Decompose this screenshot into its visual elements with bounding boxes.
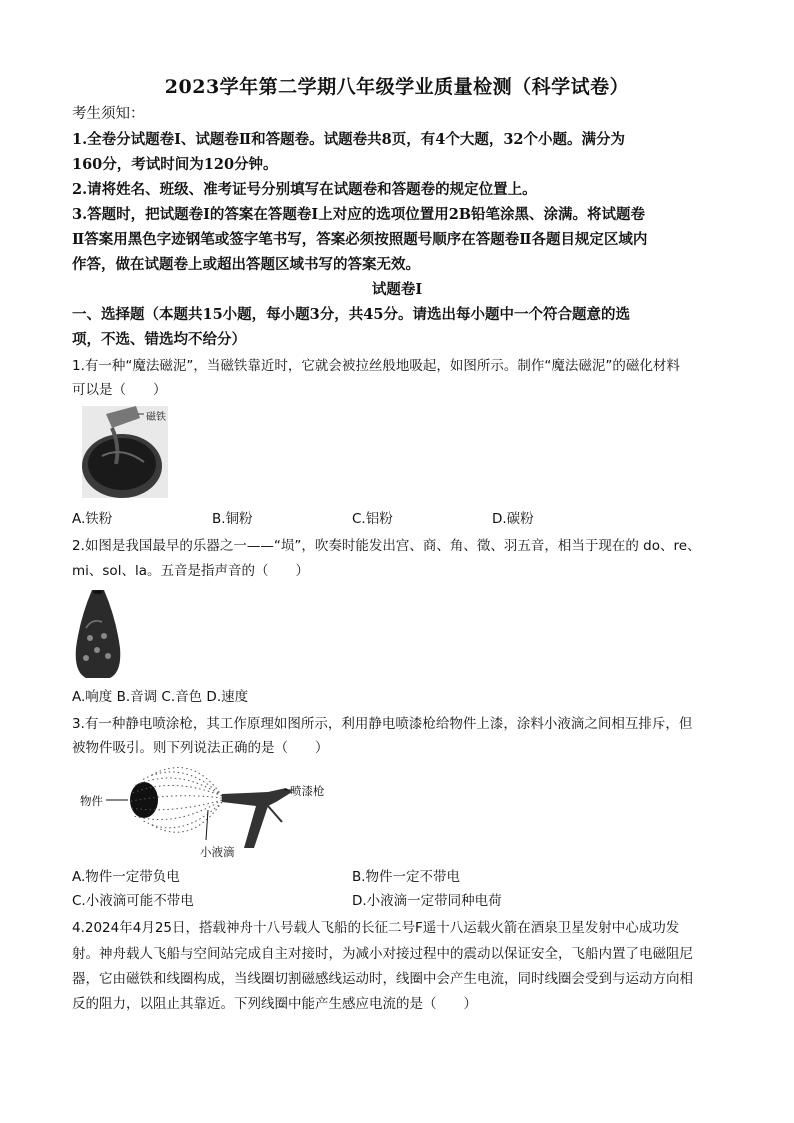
section-title: 试题卷Ⅰ xyxy=(371,281,423,298)
q1-stem-line-2: 可以是（ ） xyxy=(72,382,167,398)
q2-stem-line-1: 2.如图是我国最早的乐器之一——“埙”，吹奏时能发出宫、商、角、徵、羽五音，相当于现在的 do、re、 xyxy=(72,538,701,554)
q1-option-c: C.铝粉 xyxy=(352,511,393,527)
q4-stem-line-2: 射。神舟载人飞船与空间站完成自主对接时，为减小对接过程中的震动以保证安全，飞船内置了电磁阻尼 xyxy=(72,946,693,962)
part1-heading-line-2: 项，不选、错选均不给分） xyxy=(72,331,246,348)
notice-line-2: 160分，考试时间为120分钟。 xyxy=(72,156,278,173)
q3-option-d: D.小液滴一定带同种电荷 xyxy=(352,893,502,909)
q1-option-b: B.铜粉 xyxy=(212,511,253,527)
object-label: 物件 xyxy=(80,794,103,808)
q1-stem-line-1: 1.有一种“魔法磁泥”，当磁铁靠近时，它就会被拉丝般地吸起，如图所示。制作“魔法磁泥”的磁化材料 xyxy=(72,358,680,374)
q1-option-d: D.碳粉 xyxy=(492,511,534,527)
notice-line-3: 2.请将姓名、班级、准考证号分别填写在试题卷和答题卷的规定位置上。 xyxy=(72,181,537,198)
q3-option-a: A.物件一定带负电 xyxy=(72,869,180,885)
notice-line-4: 3.答题时，把试题卷Ⅰ的答案在答题卷Ⅰ上对应的选项位置用2B铅笔涂黑、涂满。将试题卷 xyxy=(72,206,646,223)
notice-line-5: Ⅱ答案用黑色字迹钢笔或签字笔书写，答案必须按照题号顺序在答题卷Ⅱ各题目规定区域内 xyxy=(72,231,648,248)
magnet-label: 磁铁 xyxy=(146,412,166,423)
q2-stem-line-2: mi、sol、la。五音是指声音的（ ） xyxy=(72,563,309,579)
q4-stem-line-3: 器，它由磁铁和线圈构成，当线圈切割磁感线运动时，线圈中会产生电流，同时线圈会受到与运动方向相 xyxy=(72,971,693,987)
xun-instrument-figure xyxy=(72,588,124,680)
page-title: 2023学年第二学期八年级学业质量检测（科学试卷） xyxy=(164,76,630,98)
q4-stem-line-4: 反的阻力，以阻止其靠近。下列线圈中能产生感应电流的是（ ） xyxy=(72,996,477,1012)
part1-heading-line-1: 一、选择题（本题共15小题，每小题3分，共45分。请选出每小题中一个符合题意的选 xyxy=(72,306,630,323)
q3-option-c: C.小液滴可能不带电 xyxy=(72,893,194,909)
q4-stem-line-1: 4.2024年4月25日，搭载神舟十八号载人飞船的长征二号F遥十八运载火箭在酒泉卫星发射中心成功发 xyxy=(72,920,680,936)
q1-option-a: A.铁粉 xyxy=(72,511,113,527)
droplet-label: 小液滴 xyxy=(200,845,235,859)
q3-option-b: B.物件一定不带电 xyxy=(352,869,461,885)
q3-stem-line-1: 3.有一种静电喷涂枪，其工作原理如图所示，利用静电喷漆枪给物件上漆，涂料小液滴之间相互排斥，但 xyxy=(72,716,693,732)
notice-line-1: 1.全卷分试题卷Ⅰ、试题卷Ⅱ和答题卷。试题卷共8页，有4个大题，32个小题。满分为 xyxy=(72,131,625,148)
spray-gun-label: 喷漆枪 xyxy=(290,784,325,798)
notice-heading: 考生须知： xyxy=(72,106,145,122)
q2-options: A.响度 B.音调 C.音色 D.速度 xyxy=(72,689,249,705)
q3-stem-line-2: 被物件吸引。则下列说法正确的是（ ） xyxy=(72,740,329,756)
notice-line-6: 作答，做在试题卷上或超出答题区域书写的答案无效。 xyxy=(72,256,420,273)
